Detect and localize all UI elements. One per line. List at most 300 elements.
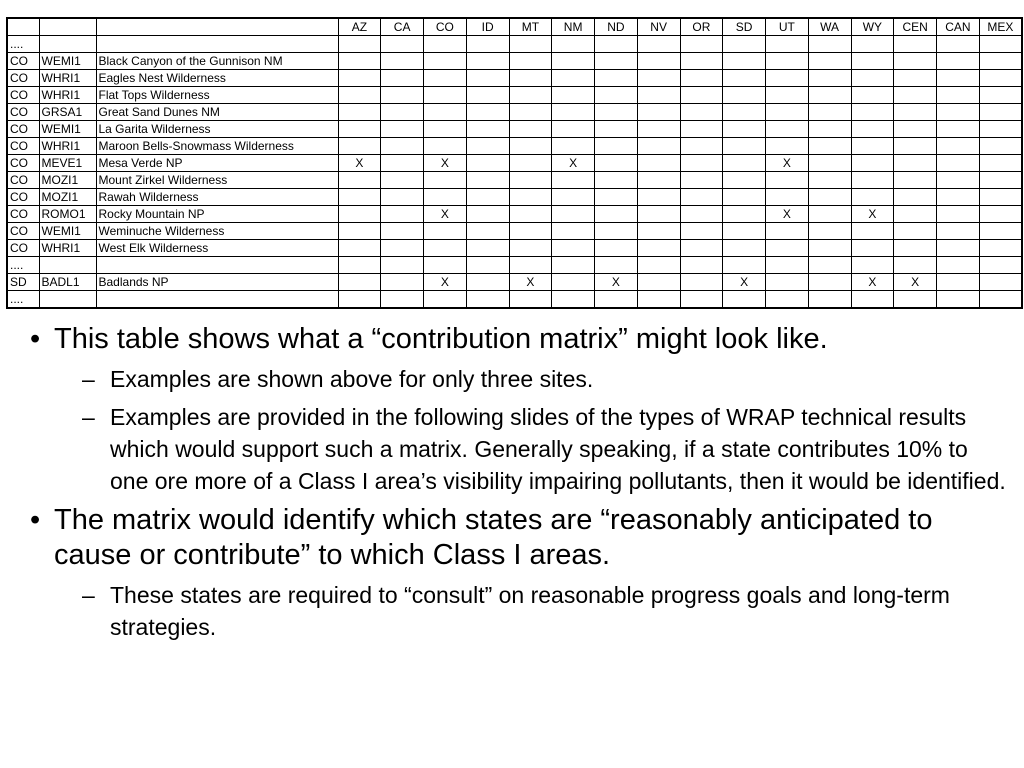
- table-row: [7, 36, 1022, 53]
- contribution-mark-cell: [894, 291, 937, 309]
- contribution-mark-cell: [381, 291, 424, 309]
- contribution-mark-cell: [424, 121, 467, 138]
- contribution-mark-cell: [979, 274, 1022, 291]
- contribution-mark-cell: [894, 223, 937, 240]
- contribution-mark-cell: [424, 70, 467, 87]
- contribution-mark-cell: [851, 189, 894, 206]
- contribution-mark-cell: [381, 36, 424, 53]
- contribution-mark-cell: [381, 274, 424, 291]
- state-cell: CO: [7, 206, 39, 223]
- contribution-mark-cell: [680, 87, 723, 104]
- table-row: [7, 138, 1022, 155]
- contribution-mark-cell: [808, 189, 851, 206]
- contribution-mark-cell: [808, 172, 851, 189]
- contribution-mark-cell: [894, 172, 937, 189]
- contribution-mark-cell: [937, 172, 980, 189]
- contribution-mark-cell: [552, 206, 595, 223]
- contribution-mark-cell: [851, 138, 894, 155]
- contribution-mark-cell: [937, 87, 980, 104]
- contribution-mark-cell: [509, 257, 552, 274]
- contribution-mark-cell: [552, 70, 595, 87]
- contribution-mark-cell: [466, 121, 509, 138]
- contribution-mark-cell: [424, 53, 467, 70]
- state-cell: CO: [7, 172, 39, 189]
- contribution-mark-cell: [338, 291, 381, 309]
- contribution-mark-cell: [723, 240, 766, 257]
- contribution-mark-cell: [552, 274, 595, 291]
- contribution-mark-cell: [937, 189, 980, 206]
- contribution-mark-cell: [466, 257, 509, 274]
- contribution-mark-cell: [808, 291, 851, 309]
- table-row: [7, 104, 1022, 121]
- contribution-mark-cell: [595, 206, 638, 223]
- contribution-mark-cell: [466, 36, 509, 53]
- contribution-mark-cell: [552, 223, 595, 240]
- contribution-mark-cell: [766, 291, 809, 309]
- contribution-mark-cell: [723, 53, 766, 70]
- contribution-mark-cell: [595, 138, 638, 155]
- table-row: [7, 87, 1022, 104]
- contribution-mark-cell: [894, 240, 937, 257]
- site-code-cell: ROMO1: [39, 206, 96, 223]
- contribution-mark-cell: [509, 70, 552, 87]
- class-i-area-name-cell: Weminuche Wilderness: [96, 223, 338, 240]
- contribution-mark-cell: [851, 70, 894, 87]
- class-i-area-name-cell: Badlands NP: [96, 274, 338, 291]
- state-cell: CO: [7, 87, 39, 104]
- contribution-mark-cell: [979, 240, 1022, 257]
- table-row: [7, 274, 1022, 291]
- contribution-mark-cell: [766, 87, 809, 104]
- contribution-mark-cell: [424, 291, 467, 309]
- contribution-mark-cell: [723, 87, 766, 104]
- site-code-cell: MEVE1: [39, 155, 96, 172]
- contribution-mark-cell: [680, 223, 723, 240]
- contribution-mark-cell: [937, 206, 980, 223]
- contribution-mark-cell: [808, 70, 851, 87]
- contribution-mark-cell: [808, 206, 851, 223]
- contribution-mark-cell: X: [509, 274, 552, 291]
- contribution-mark-cell: [552, 104, 595, 121]
- contribution-mark-cell: [637, 155, 680, 172]
- contribution-mark-cell: [595, 240, 638, 257]
- contribution-mark-cell: [338, 206, 381, 223]
- contribution-mark-cell: [338, 104, 381, 121]
- contribution-mark-cell: [466, 172, 509, 189]
- contribution-mark-cell: [424, 189, 467, 206]
- state-cell: CO: [7, 70, 39, 87]
- contribution-mark-cell: [766, 223, 809, 240]
- contribution-mark-cell: [595, 257, 638, 274]
- contribution-mark-cell: [680, 206, 723, 223]
- contribution-mark-cell: [338, 36, 381, 53]
- contribution-mark-cell: [937, 121, 980, 138]
- contribution-mark-cell: [937, 291, 980, 309]
- column-header-co: CO: [424, 18, 467, 36]
- site-code-cell: WEMI1: [39, 121, 96, 138]
- contribution-mark-cell: [766, 70, 809, 87]
- contribution-mark-cell: [509, 53, 552, 70]
- table-row: [7, 53, 1022, 70]
- table-row: [7, 155, 1022, 172]
- contribution-mark-cell: X: [851, 206, 894, 223]
- contribution-mark-cell: [766, 121, 809, 138]
- contribution-mark-cell: [466, 189, 509, 206]
- dash-marker: –: [82, 582, 95, 608]
- state-cell: ....: [7, 36, 39, 53]
- column-header-sd: SD: [723, 18, 766, 36]
- contribution-mark-cell: [723, 155, 766, 172]
- state-cell: ....: [7, 257, 39, 274]
- contribution-mark-cell: [338, 87, 381, 104]
- contribution-mark-cell: [680, 240, 723, 257]
- contribution-mark-cell: [509, 121, 552, 138]
- site-code-cell: MOZI1: [39, 172, 96, 189]
- contribution-mark-cell: [637, 138, 680, 155]
- contribution-mark-cell: [637, 104, 680, 121]
- column-header-mt: MT: [509, 18, 552, 36]
- contribution-mark-cell: [424, 223, 467, 240]
- contribution-mark-cell: [381, 70, 424, 87]
- contribution-mark-cell: [808, 87, 851, 104]
- contribution-mark-cell: [979, 53, 1022, 70]
- class-i-area-name-cell: [96, 257, 338, 274]
- contribution-mark-cell: [851, 172, 894, 189]
- table-row: [7, 172, 1022, 189]
- contribution-mark-cell: [894, 121, 937, 138]
- contribution-mark-cell: [808, 223, 851, 240]
- contribution-mark-cell: [680, 274, 723, 291]
- contribution-mark-cell: [466, 70, 509, 87]
- contribution-mark-cell: [552, 291, 595, 309]
- contribution-mark-cell: [979, 189, 1022, 206]
- contribution-mark-cell: X: [766, 206, 809, 223]
- contribution-mark-cell: [424, 36, 467, 53]
- class-i-area-name-cell: Eagles Nest Wilderness: [96, 70, 338, 87]
- contribution-mark-cell: [766, 36, 809, 53]
- contribution-mark-cell: [851, 155, 894, 172]
- contribution-mark-cell: [595, 155, 638, 172]
- contribution-mark-cell: [979, 291, 1022, 309]
- contribution-mark-cell: [894, 189, 937, 206]
- contribution-mark-cell: [637, 206, 680, 223]
- contribution-mark-cell: [637, 121, 680, 138]
- contribution-mark-cell: [424, 240, 467, 257]
- site-code-cell: [39, 257, 96, 274]
- contribution-mark-cell: [381, 87, 424, 104]
- class-i-area-name-cell: [96, 36, 338, 53]
- contribution-mark-cell: [979, 87, 1022, 104]
- contribution-mark-cell: [766, 138, 809, 155]
- contribution-mark-cell: [637, 36, 680, 53]
- table-row: [7, 240, 1022, 257]
- contribution-mark-cell: [723, 104, 766, 121]
- contribution-mark-cell: [723, 172, 766, 189]
- contribution-mark-cell: [808, 36, 851, 53]
- contribution-mark-cell: [466, 87, 509, 104]
- sub-bullet-item: [82, 363, 1010, 395]
- contribution-mark-cell: [381, 223, 424, 240]
- contribution-mark-cell: [979, 257, 1022, 274]
- contribution-mark-cell: [894, 36, 937, 53]
- state-cell: CO: [7, 53, 39, 70]
- contribution-mark-cell: [509, 104, 552, 121]
- site-code-cell: WHRI1: [39, 87, 96, 104]
- contribution-mark-cell: [466, 138, 509, 155]
- class-i-area-name-cell: [96, 291, 338, 309]
- contribution-mark-cell: [552, 138, 595, 155]
- contribution-mark-cell: [338, 121, 381, 138]
- class-i-area-name-cell: Black Canyon of the Gunnison NM: [96, 53, 338, 70]
- sub-bullet-text: These states are required to “consult” on reasonable progress goals and long-term strategies.: [110, 582, 950, 640]
- contribution-mark-cell: [851, 257, 894, 274]
- column-header-can: CAN: [937, 18, 980, 36]
- contribution-mark-cell: [637, 257, 680, 274]
- column-header-mex: MEX: [979, 18, 1022, 36]
- class-i-area-name-cell: Great Sand Dunes NM: [96, 104, 338, 121]
- contribution-mark-cell: [766, 274, 809, 291]
- table-row: [7, 70, 1022, 87]
- class-i-area-name-cell: Flat Tops Wilderness: [96, 87, 338, 104]
- site-code-cell: WHRI1: [39, 70, 96, 87]
- contribution-mark-cell: X: [766, 155, 809, 172]
- contribution-mark-cell: [937, 36, 980, 53]
- contribution-mark-cell: [338, 70, 381, 87]
- contribution-mark-cell: [937, 138, 980, 155]
- contribution-mark-cell: [937, 240, 980, 257]
- contribution-mark-cell: [338, 257, 381, 274]
- contribution-mark-cell: [979, 206, 1022, 223]
- contribution-mark-cell: [381, 206, 424, 223]
- column-header-nm: NM: [552, 18, 595, 36]
- contribution-mark-cell: [723, 223, 766, 240]
- site-code-cell: GRSA1: [39, 104, 96, 121]
- contribution-mark-cell: [595, 36, 638, 53]
- contribution-mark-cell: [723, 138, 766, 155]
- contribution-mark-cell: [680, 155, 723, 172]
- class-i-area-name-cell: Mount Zirkel Wilderness: [96, 172, 338, 189]
- contribution-mark-cell: [851, 87, 894, 104]
- column-header-nd: ND: [595, 18, 638, 36]
- contribution-mark-cell: [381, 257, 424, 274]
- contribution-mark-cell: [979, 121, 1022, 138]
- contribution-mark-cell: [808, 104, 851, 121]
- contribution-mark-cell: [723, 257, 766, 274]
- column-header-id: ID: [466, 18, 509, 36]
- contribution-mark-cell: [937, 223, 980, 240]
- contribution-mark-cell: X: [552, 155, 595, 172]
- contribution-mark-cell: [466, 206, 509, 223]
- contribution-mark-cell: [552, 36, 595, 53]
- contribution-mark-cell: [637, 274, 680, 291]
- contribution-mark-cell: [424, 138, 467, 155]
- contribution-mark-cell: [509, 155, 552, 172]
- bullet-item: • This table shows what a “contribution matrix” might look like.: [30, 322, 1010, 357]
- column-header-wy: WY: [851, 18, 894, 36]
- contribution-mark-cell: [680, 121, 723, 138]
- contribution-mark-cell: [338, 189, 381, 206]
- column-header-cen: CEN: [894, 18, 937, 36]
- contribution-mark-cell: [338, 138, 381, 155]
- contribution-mark-cell: [680, 138, 723, 155]
- contribution-mark-cell: [637, 172, 680, 189]
- contribution-mark-cell: [466, 291, 509, 309]
- contribution-mark-cell: [808, 155, 851, 172]
- contribution-mark-cell: [595, 53, 638, 70]
- bullet-item: • The matrix would identify which states are “reasonably anticipated to cause or contribute” to which Class I areas.: [30, 503, 1010, 573]
- contribution-mark-cell: [552, 172, 595, 189]
- state-cell: CO: [7, 189, 39, 206]
- contribution-mark-cell: [937, 53, 980, 70]
- contribution-mark-cell: [723, 291, 766, 309]
- contribution-mark-cell: [851, 291, 894, 309]
- class-i-area-name-cell: La Garita Wilderness: [96, 121, 338, 138]
- contribution-mark-cell: [509, 36, 552, 53]
- contribution-mark-cell: X: [424, 155, 467, 172]
- contribution-mark-cell: [723, 36, 766, 53]
- contribution-mark-cell: [894, 257, 937, 274]
- sub-bullet-text: Examples are provided in the following slides of the types of WRAP technical results which would support such a matrix. Generally speaking, if a state contributes 10% to one ore more of a Class I area’s visibility impairing pollutants, then it would be identified.: [110, 404, 1006, 494]
- contribution-mark-cell: [595, 223, 638, 240]
- contribution-mark-cell: [979, 104, 1022, 121]
- contribution-mark-cell: [552, 53, 595, 70]
- contribution-mark-cell: [637, 87, 680, 104]
- table-row: [7, 257, 1022, 274]
- contribution-mark-cell: [937, 257, 980, 274]
- table-row: [7, 206, 1022, 223]
- contribution-matrix-table: [6, 17, 1023, 309]
- state-cell: CO: [7, 138, 39, 155]
- contribution-mark-cell: [808, 274, 851, 291]
- contribution-mark-cell: [509, 172, 552, 189]
- contribution-mark-cell: [552, 87, 595, 104]
- contribution-mark-cell: [637, 240, 680, 257]
- contribution-mark-cell: [466, 155, 509, 172]
- contribution-mark-cell: [894, 206, 937, 223]
- contribution-mark-cell: [381, 138, 424, 155]
- dash-marker: –: [82, 404, 95, 430]
- contribution-mark-cell: [637, 53, 680, 70]
- contribution-mark-cell: [851, 36, 894, 53]
- state-cell: ....: [7, 291, 39, 309]
- table-row: [7, 189, 1022, 206]
- contribution-mark-cell: [723, 70, 766, 87]
- site-code-cell: [39, 291, 96, 309]
- contribution-mark-cell: [851, 223, 894, 240]
- contribution-mark-cell: [766, 172, 809, 189]
- site-code-cell: WEMI1: [39, 223, 96, 240]
- bullet-list: [30, 322, 1010, 649]
- state-cell: CO: [7, 240, 39, 257]
- contribution-mark-cell: [637, 223, 680, 240]
- contribution-mark-cell: [979, 223, 1022, 240]
- contribution-mark-cell: X: [723, 274, 766, 291]
- contribution-mark-cell: [766, 104, 809, 121]
- site-code-cell: BADL1: [39, 274, 96, 291]
- contribution-mark-cell: [424, 104, 467, 121]
- contribution-mark-cell: X: [851, 274, 894, 291]
- contribution-mark-cell: [894, 104, 937, 121]
- contribution-mark-cell: [338, 240, 381, 257]
- class-i-area-name-cell: Mesa Verde NP: [96, 155, 338, 172]
- column-header-ca: CA: [381, 18, 424, 36]
- contribution-mark-cell: [808, 121, 851, 138]
- header-blank-cell: [96, 18, 338, 36]
- contribution-mark-cell: [595, 121, 638, 138]
- header-blank-cell: [39, 18, 96, 36]
- contribution-mark-cell: [937, 274, 980, 291]
- column-header-ut: UT: [766, 18, 809, 36]
- contribution-mark-cell: [552, 240, 595, 257]
- contribution-mark-cell: [381, 104, 424, 121]
- contribution-mark-cell: [766, 189, 809, 206]
- contribution-mark-cell: [381, 155, 424, 172]
- state-cell: SD: [7, 274, 39, 291]
- contribution-mark-cell: [381, 121, 424, 138]
- contribution-mark-cell: [894, 87, 937, 104]
- contribution-mark-cell: [680, 189, 723, 206]
- class-i-area-name-cell: Rawah Wilderness: [96, 189, 338, 206]
- table-row: [7, 223, 1022, 240]
- sub-bullet-text: Examples are shown above for only three sites.: [110, 366, 594, 392]
- contribution-mark-cell: X: [894, 274, 937, 291]
- contribution-mark-cell: [979, 70, 1022, 87]
- contribution-mark-cell: [509, 138, 552, 155]
- header-row: [7, 18, 1022, 36]
- contribution-mark-cell: [509, 189, 552, 206]
- column-header-or: OR: [680, 18, 723, 36]
- contribution-mark-cell: [637, 291, 680, 309]
- state-cell: CO: [7, 121, 39, 138]
- contribution-mark-cell: [466, 274, 509, 291]
- class-i-area-name-cell: West Elk Wilderness: [96, 240, 338, 257]
- contribution-mark-cell: [338, 274, 381, 291]
- contribution-mark-cell: [424, 257, 467, 274]
- contribution-mark-cell: [680, 104, 723, 121]
- contribution-mark-cell: [338, 53, 381, 70]
- contribution-mark-cell: [894, 138, 937, 155]
- contribution-mark-cell: [937, 104, 980, 121]
- contribution-mark-cell: [466, 223, 509, 240]
- contribution-mark-cell: X: [424, 206, 467, 223]
- contribution-mark-cell: [979, 36, 1022, 53]
- contribution-mark-cell: [680, 70, 723, 87]
- contribution-mark-cell: [808, 138, 851, 155]
- contribution-mark-cell: [937, 70, 980, 87]
- contribution-mark-cell: [680, 257, 723, 274]
- contribution-mark-cell: [937, 155, 980, 172]
- column-header-nv: NV: [637, 18, 680, 36]
- contribution-mark-cell: [637, 70, 680, 87]
- state-cell: CO: [7, 223, 39, 240]
- table-row: [7, 291, 1022, 309]
- contribution-mark-cell: [979, 155, 1022, 172]
- contribution-mark-cell: [509, 291, 552, 309]
- contribution-mark-cell: [552, 121, 595, 138]
- contribution-mark-cell: [381, 172, 424, 189]
- contribution-mark-cell: [509, 240, 552, 257]
- contribution-mark-cell: [338, 172, 381, 189]
- contribution-mark-cell: [723, 189, 766, 206]
- sub-bullet-item: [82, 579, 1010, 643]
- class-i-area-name-cell: Maroon Bells-Snowmass Wilderness: [96, 138, 338, 155]
- contribution-mark-cell: [595, 291, 638, 309]
- table-row: [7, 121, 1022, 138]
- contribution-mark-cell: [808, 257, 851, 274]
- contribution-mark-cell: [466, 53, 509, 70]
- contribution-mark-cell: [509, 87, 552, 104]
- contribution-mark-cell: [466, 240, 509, 257]
